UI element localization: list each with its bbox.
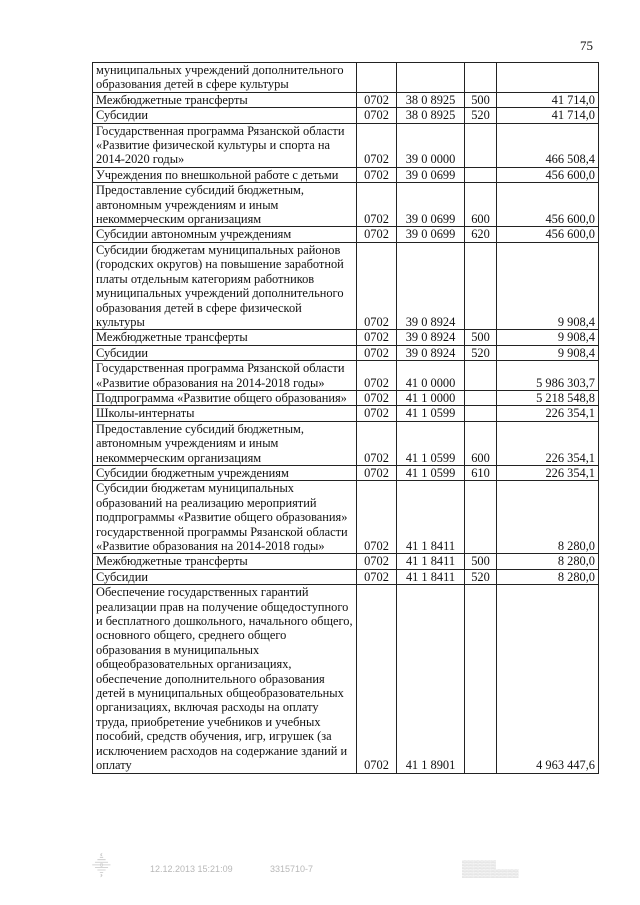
cell-vr: 610 <box>465 465 497 480</box>
cell-name: Субсидии <box>93 345 357 360</box>
cell-rz: 0702 <box>357 554 397 569</box>
table-row <box>93 330 599 345</box>
cell-name: Межбюджетные трансферты <box>93 92 357 107</box>
cell-csr: 39 0 8924 <box>397 330 465 345</box>
cell-vr <box>465 390 497 405</box>
cell-rz: 0702 <box>357 390 397 405</box>
cell-csr: 41 1 0599 <box>397 421 465 465</box>
cell-rz: 0702 <box>357 227 397 242</box>
cell-csr: 39 0 8924 <box>397 242 465 329</box>
cell-vr <box>465 361 497 391</box>
cell-sum: 8 280,0 <box>497 481 599 554</box>
cell-csr: 38 0 8925 <box>397 92 465 107</box>
cell-vr <box>465 585 497 773</box>
cell-sum: 41 714,0 <box>497 108 599 123</box>
cell-vr: 500 <box>465 92 497 107</box>
cell-sum: 456 600,0 <box>497 183 599 227</box>
cell-csr: 39 0 8924 <box>397 345 465 360</box>
cell-sum: 5 218 548,8 <box>497 390 599 405</box>
table-row <box>93 345 599 360</box>
table-row <box>93 92 599 107</box>
cell-csr: 39 0 0699 <box>397 183 465 227</box>
cell-rz: 0702 <box>357 465 397 480</box>
cell-name: Субсидии бюджетам муниципальных районов (городских округов) на повышение заработной платы отдельным категориям работников муниципальных учреждений дополнительного образования детей в сфере физической культуры <box>93 242 357 329</box>
cell-sum: 9 908,4 <box>497 345 599 360</box>
cell-csr: 41 1 0599 <box>397 465 465 480</box>
footer <box>92 854 598 884</box>
cell-sum: 226 354,1 <box>497 406 599 421</box>
cell-name: Субсидии бюджетам муниципальных образований на реализацию мероприятий подпрограммы «Развитие общего образования» государственной программы Рязанской области «Развитие образования на 2014-2018 годы» <box>93 481 357 554</box>
cell-name: Государственная программа Рязанской области «Развитие образования на 2014-2018 годы» <box>93 361 357 391</box>
cell-vr: 520 <box>465 108 497 123</box>
cell-name: Субсидии автономным учреждениям <box>93 227 357 242</box>
cell-sum <box>497 63 599 93</box>
cell-vr <box>465 481 497 554</box>
cell-sum: 9 908,4 <box>497 330 599 345</box>
cell-rz: 0702 <box>357 481 397 554</box>
table-row <box>93 227 599 242</box>
cell-csr: 41 0 0000 <box>397 361 465 391</box>
cell-name: Государственная программа Рязанской области «Развитие физической культуры и спорта на 2014-2020 годы» <box>93 123 357 167</box>
cell-name: Межбюджетные трансферты <box>93 554 357 569</box>
cell-rz: 0702 <box>357 92 397 107</box>
cell-vr: 500 <box>465 330 497 345</box>
cell-name: Обеспечение государственных гарантий реализации прав на получение общедоступного и бесплатного дошкольного, начального общего, основного общего, среднего общего образования в муниципальных общеобразовательных организациях, обеспечение дополнительного образования детей в муниципальных общеобразовательных организациях, включая расходы на оплату труда, приобретение учебников и учебных пособий, средств обучения, игр, игрушек (за исключением расходов на содержание зданий и оплату <box>93 585 357 773</box>
cell-rz: 0702 <box>357 330 397 345</box>
cell-sum: 4 963 447,6 <box>497 585 599 773</box>
cell-vr <box>465 167 497 182</box>
cell-rz: 0702 <box>357 585 397 773</box>
cell-rz: 0702 <box>357 242 397 329</box>
cell-name: Предоставление субсидий бюджетным, автономным учреждениям и иным некоммерческим организациям <box>93 183 357 227</box>
cell-name: Субсидии бюджетным учреждениям <box>93 465 357 480</box>
table-row <box>93 361 599 391</box>
cell-sum: 9 908,4 <box>497 242 599 329</box>
cell-sum: 8 280,0 <box>497 569 599 584</box>
table-row <box>93 242 599 329</box>
cell-csr: 41 1 8411 <box>397 554 465 569</box>
table-row <box>93 569 599 584</box>
cell-vr: 620 <box>465 227 497 242</box>
table-row <box>93 63 599 93</box>
cell-rz: 0702 <box>357 183 397 227</box>
cell-rz: 0702 <box>357 361 397 391</box>
table-row <box>93 390 599 405</box>
cell-vr <box>465 123 497 167</box>
cell-csr: 39 0 0000 <box>397 123 465 167</box>
table-row <box>93 123 599 167</box>
cell-rz: 0702 <box>357 108 397 123</box>
cell-name: Межбюджетные трансферты <box>93 330 357 345</box>
cell-name: Подпрограмма «Развитие общего образования» <box>93 390 357 405</box>
table-row <box>93 585 599 773</box>
scan-stamp-icon: ⸎ <box>92 856 111 876</box>
cell-rz: 0702 <box>357 569 397 584</box>
cell-sum: 466 508,4 <box>497 123 599 167</box>
footer-document-id: 3315710-7 <box>270 864 314 874</box>
cell-csr: 41 1 8411 <box>397 569 465 584</box>
cell-name: Предоставление субсидий бюджетным, автономным учреждениям и иным некоммерческим организациям <box>93 421 357 465</box>
table-row <box>93 421 599 465</box>
cell-name: Школы-интернаты <box>93 406 357 421</box>
page-number: 75 <box>580 38 593 53</box>
cell-rz: 0702 <box>357 421 397 465</box>
footer-faint-mark: ▒▒▒▒▒▒ ▒▒▒▒▒▒▒▒▒▒ <box>462 860 519 878</box>
cell-sum: 226 354,1 <box>497 421 599 465</box>
cell-vr <box>465 63 497 93</box>
cell-name: Учреждения по внешкольной работе с детьми <box>93 167 357 182</box>
cell-sum: 41 714,0 <box>497 92 599 107</box>
table-row <box>93 108 599 123</box>
cell-sum: 226 354,1 <box>497 465 599 480</box>
cell-vr <box>465 406 497 421</box>
table-row <box>93 481 599 554</box>
cell-vr: 500 <box>465 554 497 569</box>
cell-vr: 520 <box>465 345 497 360</box>
cell-rz: 0702 <box>357 123 397 167</box>
footer-timestamp: 12.12.2013 15:21:09 <box>150 864 233 874</box>
budget-table <box>92 62 599 774</box>
cell-sum: 456 600,0 <box>497 167 599 182</box>
cell-csr <box>397 63 465 93</box>
cell-rz: 0702 <box>357 406 397 421</box>
cell-csr: 41 1 8411 <box>397 481 465 554</box>
table-row <box>93 167 599 182</box>
cell-csr: 38 0 8925 <box>397 108 465 123</box>
cell-name: Субсидии <box>93 108 357 123</box>
table-row <box>93 554 599 569</box>
cell-rz: 0702 <box>357 167 397 182</box>
cell-rz: 0702 <box>357 345 397 360</box>
cell-name: муниципальных учреждений дополнительного образования детей в сфере культуры <box>93 63 357 93</box>
cell-csr: 41 1 0000 <box>397 390 465 405</box>
cell-vr: 600 <box>465 183 497 227</box>
cell-vr: 520 <box>465 569 497 584</box>
cell-sum: 456 600,0 <box>497 227 599 242</box>
table-row <box>93 183 599 227</box>
cell-sum: 8 280,0 <box>497 554 599 569</box>
table-row <box>93 465 599 480</box>
cell-vr: 600 <box>465 421 497 465</box>
cell-vr <box>465 242 497 329</box>
cell-rz <box>357 63 397 93</box>
cell-sum: 5 986 303,7 <box>497 361 599 391</box>
cell-csr: 39 0 0699 <box>397 227 465 242</box>
cell-csr: 41 1 8901 <box>397 585 465 773</box>
cell-csr: 39 0 0699 <box>397 167 465 182</box>
table-row <box>93 406 599 421</box>
cell-name: Субсидии <box>93 569 357 584</box>
cell-csr: 41 1 0599 <box>397 406 465 421</box>
